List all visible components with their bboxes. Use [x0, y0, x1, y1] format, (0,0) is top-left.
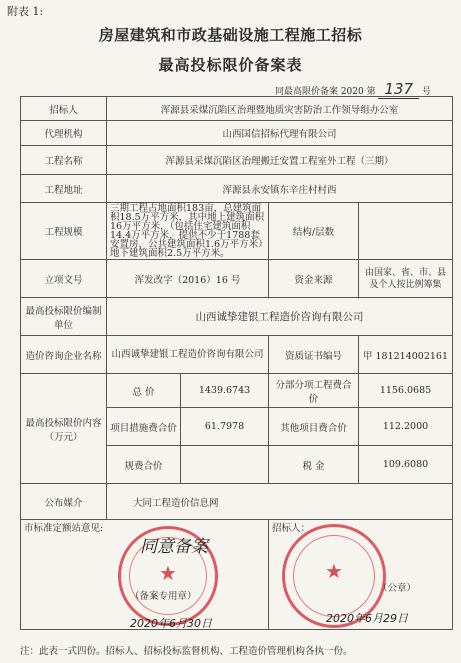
- row-compiler: [21, 298, 453, 336]
- filing-date: 2020年6月30日: [130, 617, 212, 630]
- record-prefix: 同最高限价备案 2020 第: [274, 87, 376, 97]
- sub-value: 1156.0685: [359, 374, 453, 408]
- cert-value: 甲 181214002161: [359, 336, 453, 374]
- measure-value: 61.7978: [181, 408, 269, 446]
- approval-handwriting: 同意备案: [140, 537, 208, 557]
- approval-label: 立项文号: [21, 260, 107, 298]
- tax-label: 税 金: [269, 446, 359, 484]
- cert-label: 资质证书编号: [269, 336, 359, 374]
- fund-value: 由国家、省、市、县及个人按比例筹集: [359, 260, 453, 298]
- form-title-line2: 最高投标限价备案表: [158, 56, 303, 74]
- quota-station-label: 市标准定额站意见:: [24, 523, 104, 534]
- consult-value: 山西诚挚建银工程造价咨询有限公司: [107, 336, 269, 374]
- media-value: 大同工程造价信息网: [107, 484, 453, 520]
- tenderer-sign-label: 招标人：: [272, 523, 311, 534]
- record-number: 137: [378, 80, 419, 99]
- price-content-label: 最高投标限价内容（万元）: [21, 374, 107, 484]
- project-name-value: 浑源县采煤沉陷区治理搬迁安置工程室外工程（三期）: [107, 146, 453, 175]
- other-label: 其他项目费合价: [269, 408, 359, 446]
- measure-label: 项目措施费合价: [107, 408, 181, 446]
- tenderer-date: 2020年6月29日: [326, 612, 408, 625]
- media-label: 公布媒介: [21, 484, 107, 520]
- record-suffix: 号: [421, 87, 431, 97]
- filing-seal-stamp: ★: [118, 526, 218, 626]
- form-title-line1: 房屋建筑和市政基础设施工程施工招标: [98, 26, 363, 44]
- structure-label: 结构/层数: [269, 203, 359, 260]
- row-media: [21, 484, 453, 520]
- row-project-name: [21, 146, 453, 175]
- total-label: 总 价: [107, 374, 181, 408]
- approval-value: 浑发改字（2016）16 号: [107, 260, 269, 298]
- total-value: 1439.6743: [181, 374, 269, 408]
- agency-value: 山西国信招标代理有限公司: [107, 121, 453, 146]
- scale-value: 三期工程占地面积183亩，总建筑面积18.5万平方米，其中地上建筑面积16万平方米，（包括住宅建筑面积14.4万平方米，提供不少于1788套安置房，公共建筑面积1.6万平方米）地下建筑面积2.5万平方米。: [107, 203, 269, 260]
- row-approval: [21, 260, 453, 298]
- tenderer-value: 浑源县采煤沉陷区治理暨地质灾害防治工作领导组办公室: [107, 97, 453, 121]
- address-label: 工程地址: [21, 175, 107, 203]
- compiler-label: 最高投标限价编制单位: [21, 298, 107, 336]
- filing-table: [20, 96, 453, 630]
- scale-label: 工程规模: [21, 203, 107, 260]
- agency-label: 代理机构: [21, 121, 107, 146]
- fee-label: 规费合价: [107, 446, 181, 484]
- row-tenderer: [21, 97, 453, 121]
- sub-label: 分部分项工程费合价: [269, 374, 359, 408]
- consult-label: 造价咨询企业名称: [21, 336, 107, 374]
- filing-seal-note: （备案专用章）: [130, 591, 197, 602]
- row-agency: [21, 121, 453, 146]
- structure-value: [359, 203, 453, 260]
- row-address: [21, 175, 453, 203]
- row-price-total: [21, 374, 453, 408]
- fund-label: 资金来源: [269, 260, 359, 298]
- official-seal-note: （公章）: [378, 583, 417, 594]
- tenderer-label: 招标人: [21, 97, 107, 121]
- other-value: 112.2000: [359, 408, 453, 446]
- compiler-value: 山西诚挚建银工程造价咨询有限公司: [107, 298, 453, 336]
- project-name-label: 工程名称: [21, 146, 107, 175]
- row-scale: [21, 203, 453, 260]
- tax-value: 109.6080: [359, 446, 453, 484]
- footer-note: 注：此表一式四份。招标人、招标投标监督机构、工程造价管理机构各执一份。: [20, 646, 353, 657]
- row-consult: [21, 336, 453, 374]
- address-value: 浑源县永安镇东辛庄村村西: [107, 175, 453, 203]
- fee-value: [181, 446, 269, 484]
- attachment-label: 附表 1:: [7, 5, 44, 18]
- tenderer-seal-stamp: ★: [282, 524, 386, 628]
